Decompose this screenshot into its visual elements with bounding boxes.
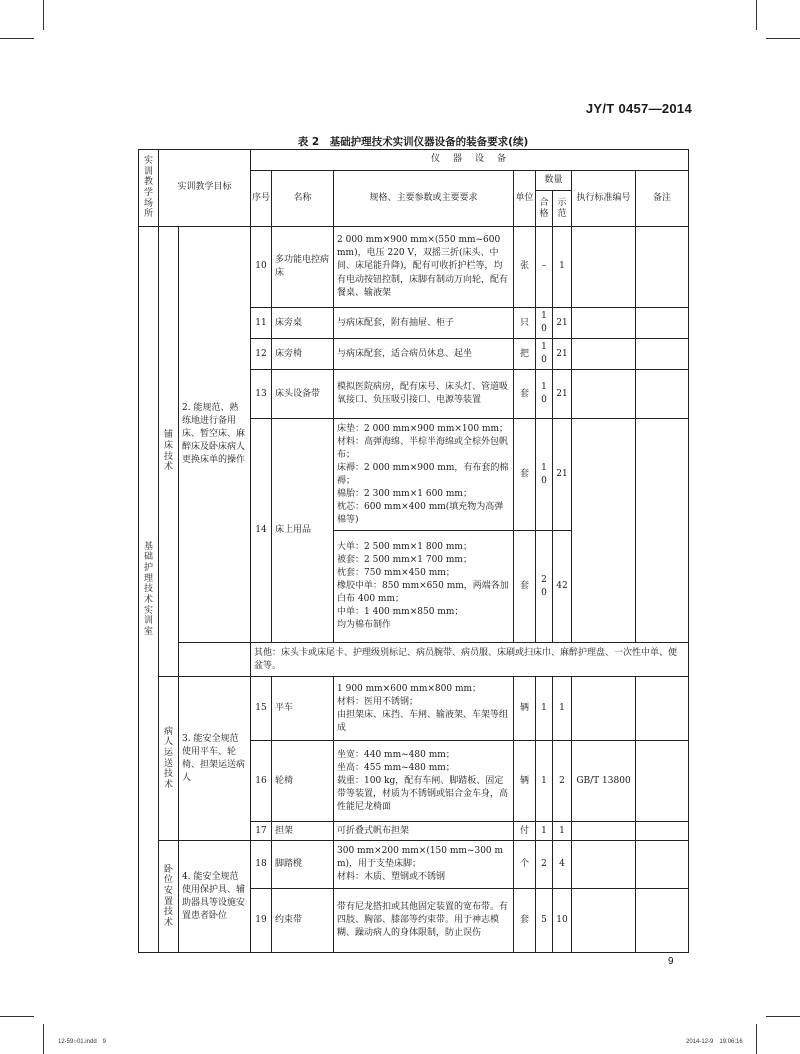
header-demo: 示范 xyxy=(553,191,572,227)
crop-mark xyxy=(766,1016,800,1017)
demo-cell: 21 xyxy=(553,339,572,370)
qualified-cell: 10 xyxy=(536,370,553,419)
spec-line: 坐宽：440 mm~480 mm； xyxy=(337,749,455,760)
seq-cell: 17 xyxy=(251,822,272,841)
spec-line: 均为棉布制作 xyxy=(337,620,392,631)
unit-cell: 套 xyxy=(514,370,536,419)
crop-mark xyxy=(43,0,44,30)
table-row xyxy=(139,677,689,741)
standard-cell xyxy=(572,308,636,339)
note-cell xyxy=(636,889,689,953)
table-row xyxy=(139,227,689,308)
note-cell xyxy=(636,370,689,419)
qualified-cell: 20 xyxy=(536,531,553,643)
header-note: 备注 xyxy=(636,171,689,227)
spec-line: 中单：1 400 mm×850 mm； xyxy=(337,607,464,618)
spec-line: 棉胎：2 300 mm×1 600 mm； xyxy=(337,488,472,499)
seq-cell: 14 xyxy=(251,419,272,643)
name-cell: 床上用品 xyxy=(272,419,334,643)
spec-line: 橡胶中单：850 mm×650 mm，两端各加白布 400 mm； xyxy=(337,581,509,605)
table-row xyxy=(139,643,689,677)
print-timestamp: 2014-12-9 19:06:16 xyxy=(686,1039,743,1045)
name-cell: 床旁椅 xyxy=(272,339,334,370)
goal-cell xyxy=(179,643,251,677)
spec-cell: 与病床配套，附有抽屉、柜子 xyxy=(334,308,514,339)
note-cell xyxy=(636,339,689,370)
unit-cell: 套 xyxy=(514,889,536,953)
standard-cell xyxy=(572,841,636,889)
seq-cell: 15 xyxy=(251,677,272,741)
seq-cell: 16 xyxy=(251,741,272,822)
spec-cell xyxy=(334,841,514,889)
site-name: 基础护理技术实训室 xyxy=(139,227,159,953)
seq-cell: 13 xyxy=(251,370,272,419)
spec-line: 1 900 mm×600 mm×800 mm； xyxy=(337,683,482,694)
spec-line: 大单：2 500 mm×1 800 mm； xyxy=(337,542,472,553)
spec-line: 材料：木质、塑钢或不锈钢 xyxy=(337,872,446,883)
note-cell xyxy=(636,841,689,889)
qualified-cell: 5 xyxy=(536,889,553,953)
standard-cell xyxy=(572,339,636,370)
standard-cell xyxy=(572,227,636,308)
seq-cell: 12 xyxy=(251,339,272,370)
crop-mark xyxy=(766,38,800,39)
qualified-cell: 1 xyxy=(536,741,553,822)
qualified-cell: 10 xyxy=(536,419,553,531)
seq-cell: 18 xyxy=(251,841,272,889)
spec-cell xyxy=(334,677,514,741)
demo-cell: 10 xyxy=(553,889,572,953)
spec-cell xyxy=(334,419,514,531)
name-cell: 脚踏櫈 xyxy=(272,841,334,889)
unit-cell: 套 xyxy=(514,531,536,643)
unit-cell: 套 xyxy=(514,419,536,531)
note-cell xyxy=(636,227,689,308)
page-number: 9 xyxy=(668,956,674,967)
header-qty: 数量 xyxy=(536,171,572,191)
spec-cell xyxy=(334,531,514,643)
unit-cell: 个 xyxy=(514,841,536,889)
header-row xyxy=(139,150,689,171)
header-name: 名称 xyxy=(272,171,334,227)
tech-position: 卧位安置技术 xyxy=(159,841,179,953)
goal-position: 4. 能安全规范使用保护具、辅助器具等设施安置患者卧位 xyxy=(179,841,251,953)
spec-line: 材料：高弹海绵、半棕半海绵或全棕外包帆布； xyxy=(337,436,509,460)
crop-mark xyxy=(0,38,34,39)
file-slug: 12-59○01.indd 9 xyxy=(58,1039,106,1045)
name-cell: 轮椅 xyxy=(272,741,334,822)
equipment-table xyxy=(138,149,689,953)
goal-transport: 3. 能安全规范使用平车、轮椅、担架运送病人 xyxy=(179,677,251,841)
standard-code: JY/T 0457—2014 xyxy=(585,101,692,116)
spec-line: 枕芯：600 mm×400 mm(填充物为高弹棉等) xyxy=(337,501,504,525)
spec-line: 载重：100 kg，配有车闸、脚踏板、固定带等装置，材质为不锈钢或铝合金车身，高性能尼龙椅面 xyxy=(337,775,509,812)
name-cell: 床旁桌 xyxy=(272,308,334,339)
unit-cell: 张 xyxy=(514,227,536,308)
standard-cell xyxy=(572,419,636,643)
header-equipment: 仪 器 设 备 xyxy=(251,150,689,171)
seq-cell: 19 xyxy=(251,889,272,953)
unit-cell: 付 xyxy=(514,822,536,841)
header-site: 实训教学场所 xyxy=(139,150,159,227)
table-row xyxy=(139,841,689,889)
standard-cell xyxy=(572,370,636,419)
crop-mark xyxy=(43,1024,44,1054)
name-cell: 担架 xyxy=(272,822,334,841)
unit-cell: 只 xyxy=(514,308,536,339)
unit-cell: 把 xyxy=(514,339,536,370)
demo-cell: 1 xyxy=(553,822,572,841)
tech-bed: 铺床技术 xyxy=(159,227,179,677)
qualified-cell: 10 xyxy=(536,308,553,339)
header-seq: 序号 xyxy=(251,171,272,227)
name-cell: 平车 xyxy=(272,677,334,741)
name-cell: 多功能电控病床 xyxy=(272,227,334,308)
crop-mark xyxy=(756,0,757,30)
name-cell: 床头设备带 xyxy=(272,370,334,419)
crop-mark xyxy=(756,1024,757,1054)
spec-cell: 2 000 mm×900 mm×(550 mm~600 mm)，电压 220 V，双摇三折(床头、中间、床尾能升降)，配有可收折护栏等，均有电动按钮控制，床脚有制动万向轮，配有餐桌、输液架 xyxy=(334,227,514,308)
demo-cell: 1 xyxy=(553,227,572,308)
unit-cell: 辆 xyxy=(514,741,536,822)
standard-cell: GB/T 13800 xyxy=(572,741,636,822)
header-goal: 实训教学目标 xyxy=(159,150,251,227)
name-cell: 约束带 xyxy=(272,889,334,953)
spec-cell: 模拟医院病房，配有床号、床头灯、管道吸氧接口、负压吸引接口、电源等装置 xyxy=(334,370,514,419)
standard-cell xyxy=(572,822,636,841)
demo-cell: 21 xyxy=(553,308,572,339)
demo-cell: 21 xyxy=(553,370,572,419)
qualified-cell: 1 xyxy=(536,822,553,841)
spec-line: 坐高：455 mm~480 mm； xyxy=(337,762,455,773)
demo-cell: 21 xyxy=(553,419,572,531)
goal-bed: 2. 能规范、熟练地进行备用床、暂空床、麻醉床及卧床病人更换床单的操作 xyxy=(179,227,251,643)
spec-line: 材料：医用不锈钢； xyxy=(337,696,419,707)
note-cell xyxy=(636,419,689,643)
spec-line: 床垫：2 000 mm×900 mm×100 mm； xyxy=(337,423,509,434)
header-unit: 单位 xyxy=(514,171,536,227)
unit-cell: 辆 xyxy=(514,677,536,741)
note-cell xyxy=(636,308,689,339)
tech-transport: 病人运送技术 xyxy=(159,677,179,841)
standard-cell xyxy=(572,677,636,741)
spec-line: 由担架床、床挡、车闸、输液架、车架等组成 xyxy=(337,709,509,733)
spec-cell: 带有尼龙搭扣或其他固定装置的宽布带。有四肢、胸部、膝部等约束带。用于神志模糊、躁动病人的身体限制，防止误伤 xyxy=(334,889,514,953)
note-cell xyxy=(636,677,689,741)
spec-line: 床褥：2 000 mm×900 mm，有布套的棉褥； xyxy=(337,462,509,486)
demo-cell: 42 xyxy=(553,531,572,643)
seq-cell: 11 xyxy=(251,308,272,339)
table-title: 表 2 基础护理技术实训仪器设备的装备要求(续) xyxy=(297,136,529,148)
other-items: 其他：床头卡或床尾卡、护理级别标记、病员腕带、病员服、床刷或扫床巾、麻醉护理盘、一次性中单、便盆等。 xyxy=(251,643,689,677)
note-cell xyxy=(636,741,689,822)
seq-cell: 10 xyxy=(251,227,272,308)
header-spec: 规格、主要参数或主要要求 xyxy=(334,171,514,227)
header-standard: 执行标准编号 xyxy=(572,171,636,227)
spec-line: 被套：2 500 mm×1 700 mm； xyxy=(337,555,472,566)
qualified-cell: 2 xyxy=(536,841,553,889)
demo-cell: 4 xyxy=(553,841,572,889)
demo-cell: 2 xyxy=(553,741,572,822)
spec-line: 枕套：750 mm×450 mm； xyxy=(337,568,455,579)
spec-line: 300 mm×200 mm×(150 mm~300 mm)，用于支垫床脚； xyxy=(337,846,504,870)
qualified-cell: 1 xyxy=(536,677,553,741)
crop-mark xyxy=(0,1016,34,1017)
qualified-cell: – xyxy=(536,227,553,308)
standard-cell xyxy=(572,889,636,953)
spec-cell: 可折叠式帆布担架 xyxy=(334,822,514,841)
qualified-cell: 10 xyxy=(536,339,553,370)
demo-cell: 1 xyxy=(553,677,572,741)
spec-cell: 与病床配套，适合病员休息、起坐 xyxy=(334,339,514,370)
header-qualified: 合格 xyxy=(536,191,553,227)
note-cell xyxy=(636,822,689,841)
spec-cell xyxy=(334,741,514,822)
